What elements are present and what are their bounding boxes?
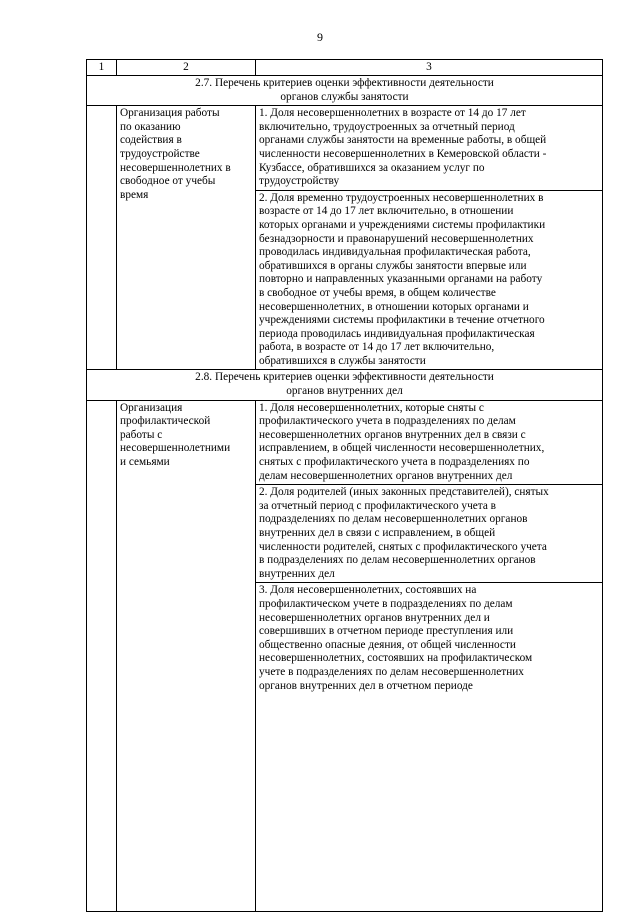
- criterion-line: которых органами и учреждениями системы профилактики: [259, 218, 546, 231]
- criterion-cell: [256, 583, 603, 912]
- activity-direction-line: содействия в: [120, 134, 182, 147]
- activity-direction-line: время: [120, 188, 149, 201]
- criterion-line: безнадзорности и правонарушений несовершеннолетних: [259, 232, 534, 245]
- row-number-cell: [87, 400, 117, 912]
- criterion-line: общественно опасные деяния, от общей численности: [259, 638, 516, 651]
- criterion-line: несовершеннолетних, в отношении которых органами и: [259, 300, 529, 313]
- criterion-line: численности несовершеннолетних в Кемеровской области -: [259, 147, 547, 160]
- criterion-cell: [256, 485, 603, 583]
- criterion-line: 2. Доля временно трудоустроенных несовершеннолетних в: [259, 191, 544, 204]
- activity-direction-line: Организация работы: [120, 107, 220, 120]
- criterion-line: профилактического учета в подразделениях по делам: [259, 415, 516, 428]
- column-number-3: 3: [256, 60, 603, 76]
- criterion-line: органов внутренних дел в отчетном периоде: [259, 679, 473, 692]
- section-heading-line: 2.7. Перечень критериев оценки эффективности деятельности: [195, 77, 494, 89]
- section-heading-row: [87, 370, 603, 400]
- criterion-line: несовершеннолетних, состоявших на профилактическом: [259, 652, 533, 665]
- page-number: 9: [317, 30, 323, 44]
- criterion-line: периода проводилась индивидуальная профилактическая: [259, 327, 535, 340]
- criterion-line: внутренних дел: [259, 567, 335, 580]
- criterion-line: возрасте от 14 до 17 лет включительно, в отношении: [259, 205, 514, 218]
- activity-direction-line: трудоустройстве: [120, 147, 200, 160]
- criterion-cell: [256, 106, 603, 191]
- row-number-cell: [87, 106, 117, 370]
- section-heading: [87, 76, 603, 106]
- criterion-line: в свободное от учебы время, в общем количестве: [259, 286, 496, 299]
- activity-direction-line: Организация: [120, 401, 183, 414]
- activity-direction-line: профилактической: [120, 415, 211, 428]
- column-number-row: [87, 60, 603, 76]
- criterion-line: трудоустройству: [259, 175, 340, 188]
- criterion-line: учете в подразделениях по делам несовершеннолетних: [259, 665, 524, 678]
- criterion-line: несовершеннолетних органов внутренних дел и: [259, 611, 490, 624]
- criterion-line: исправлением, в общей численности несовершеннолетних,: [259, 442, 545, 455]
- criterion-line: в подразделениях по делам несовершеннолетних органов: [259, 554, 536, 567]
- criterion-line: за отчетный период с профилактического учета в: [259, 499, 497, 512]
- activity-direction-line: несовершеннолетних в: [120, 161, 231, 174]
- criterion-line: обратившихся в службы занятости: [259, 354, 426, 367]
- column-number-2: 2: [117, 60, 256, 76]
- criterion-line: совершивших в отчетном периоде преступления или: [259, 625, 514, 638]
- section-heading-line: органов внутренних дел: [286, 385, 403, 398]
- criterion-cell: [256, 400, 603, 485]
- section-heading-line: 2.8. Перечень критериев оценки эффективности деятельности: [195, 371, 494, 384]
- activity-direction-line: работы с: [120, 428, 163, 441]
- criterion-line: 3. Доля несовершеннолетних, состоявших на: [259, 584, 477, 597]
- activity-direction-line: и семьями: [120, 456, 170, 469]
- activity-direction-line: свободное от учебы: [120, 175, 216, 188]
- criterion-line: делам несовершеннолетних органов внутренних дел: [259, 469, 513, 482]
- criteria-table: [86, 59, 603, 912]
- section-heading-line: органов службы занятости: [280, 90, 409, 103]
- criteria-row: [87, 400, 603, 485]
- criterion-line: повторно и направленных указанными органами на работу: [259, 273, 543, 286]
- criterion-line: снятых с профилактического учета в подразделениях по: [259, 456, 530, 469]
- criterion-line: несовершеннолетних органов внутренних дел в связи с: [259, 428, 526, 441]
- criterion-line: внутренних дел в связи с исправлением, в общей: [259, 527, 496, 539]
- criterion-line: численности родителей, снятых с профилактического учета: [259, 540, 547, 553]
- activity-direction-line: по оказанию: [120, 120, 181, 133]
- criterion-cell: [256, 190, 603, 370]
- criterion-line: 1. Доля несовершеннолетних, которые сняты с: [259, 401, 484, 414]
- criteria-row: [87, 106, 603, 191]
- section-heading-row: [87, 76, 603, 106]
- criterion-line: подразделениях по делам несовершеннолетних органов: [259, 513, 528, 526]
- criterion-line: Кузбассе, обратившихся за оказанием услуг по: [259, 161, 485, 174]
- column-number-1: 1: [87, 60, 117, 76]
- criterion-line: профилактическом учете в подразделениях по делам: [259, 597, 513, 610]
- criterion-line: включительно, трудоустроенных за отчетный период: [259, 120, 515, 133]
- activity-direction-cell: [117, 106, 256, 370]
- criterion-line: проводилась индивидуальная профилактическая работа,: [259, 246, 531, 259]
- criterion-line: работа, в возрасте от 14 до 17 лет включительно,: [259, 341, 495, 354]
- criterion-line: обратившихся в органы службы занятости впервые или: [259, 259, 527, 272]
- criterion-line: 1. Доля несовершеннолетних в возрасте от 14 до 17 лет: [259, 107, 526, 120]
- activity-direction-cell: [117, 400, 256, 912]
- activity-direction-line: несовершеннолетними: [120, 442, 231, 455]
- criterion-line: учреждениями системы профилактики в течение отчетного: [259, 314, 545, 327]
- criterion-line: 2. Доля родителей (иных законных представителей), снятых: [259, 486, 549, 499]
- criterion-line: органами службы занятости на временные работы, в общей: [259, 134, 547, 147]
- section-heading: [87, 370, 603, 400]
